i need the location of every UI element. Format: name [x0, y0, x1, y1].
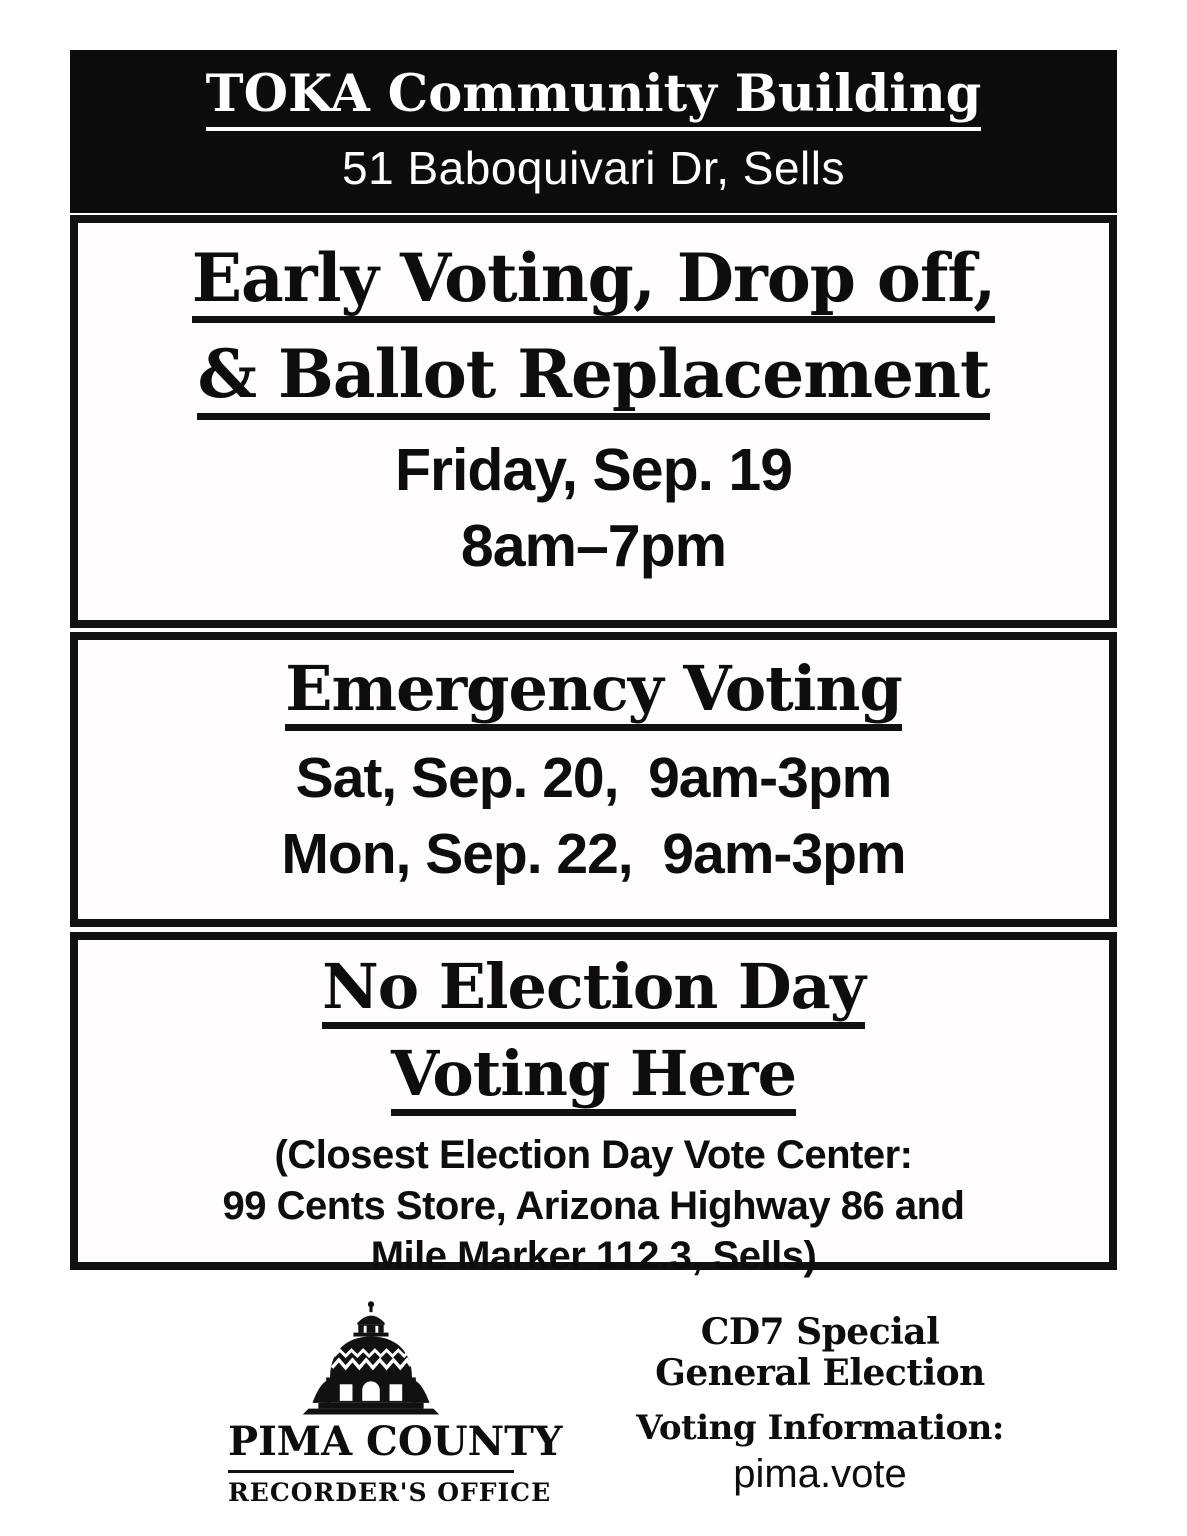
early-voting-title-line2: & Ballot Replacement: [197, 341, 989, 419]
note-line-3: Mile Marker 112.3, Sells): [370, 1234, 817, 1279]
pima-county-recorder-logo: [228, 1298, 563, 1507]
no-election-day-title-line2: Voting Here: [391, 1042, 796, 1116]
note-line-2: 99 Cents Store, Arizona Highway 86 and: [222, 1183, 965, 1228]
location-name: TOKA Community Building: [206, 68, 982, 131]
election-name-line1: CD7 Special: [700, 1311, 940, 1353]
emergency-voting-saturday: Sat, Sep. 20, 9am-3pm: [295, 746, 892, 811]
no-election-day-title-line2-row: [78, 1037, 1109, 1116]
emergency-voting-monday: Mon, Sep. 22, 9am-3pm: [281, 822, 906, 887]
early-voting-title-line1-row: [78, 239, 1109, 323]
location-title-row: [70, 64, 1117, 131]
logo-subtitle: RECORDER'S OFFICE: [228, 1478, 552, 1507]
election-name-line2: General Election: [655, 1352, 985, 1395]
early-voting-title-line1: Early Voting, Drop off,: [192, 245, 996, 323]
no-election-day-section: [70, 932, 1117, 1279]
emergency-voting-title-row: [78, 652, 1109, 731]
no-election-day-title-line1-row: [78, 950, 1109, 1029]
closest-vote-center-note: [78, 1130, 1109, 1281]
note-line-1: (Closest Election Day Vote Center:: [274, 1133, 913, 1178]
election-info: [610, 1312, 1030, 1497]
early-voting-section: [70, 215, 1117, 628]
no-election-day-title-line1: No Election Day: [322, 955, 865, 1029]
capitol-dome-icon: [228, 1298, 514, 1416]
logo-name: PIMA COUNTY: [228, 1418, 563, 1465]
early-voting-date: Friday, Sep. 19: [394, 436, 793, 503]
voting-information-url: pima.vote: [733, 1452, 907, 1497]
location-address: 51 Baboquivari Dr, Sells: [342, 141, 845, 194]
logo-divider: [228, 1470, 514, 1473]
early-voting-hours: 8am–7pm: [460, 513, 727, 580]
flyer-content: [70, 50, 1117, 1279]
location-header: [70, 50, 1117, 213]
early-voting-title-line2-row: [78, 335, 1109, 419]
emergency-voting-title: Emergency Voting: [285, 657, 902, 731]
emergency-voting-section: [70, 632, 1117, 927]
voting-information-label: Voting Information:: [636, 1408, 1004, 1449]
